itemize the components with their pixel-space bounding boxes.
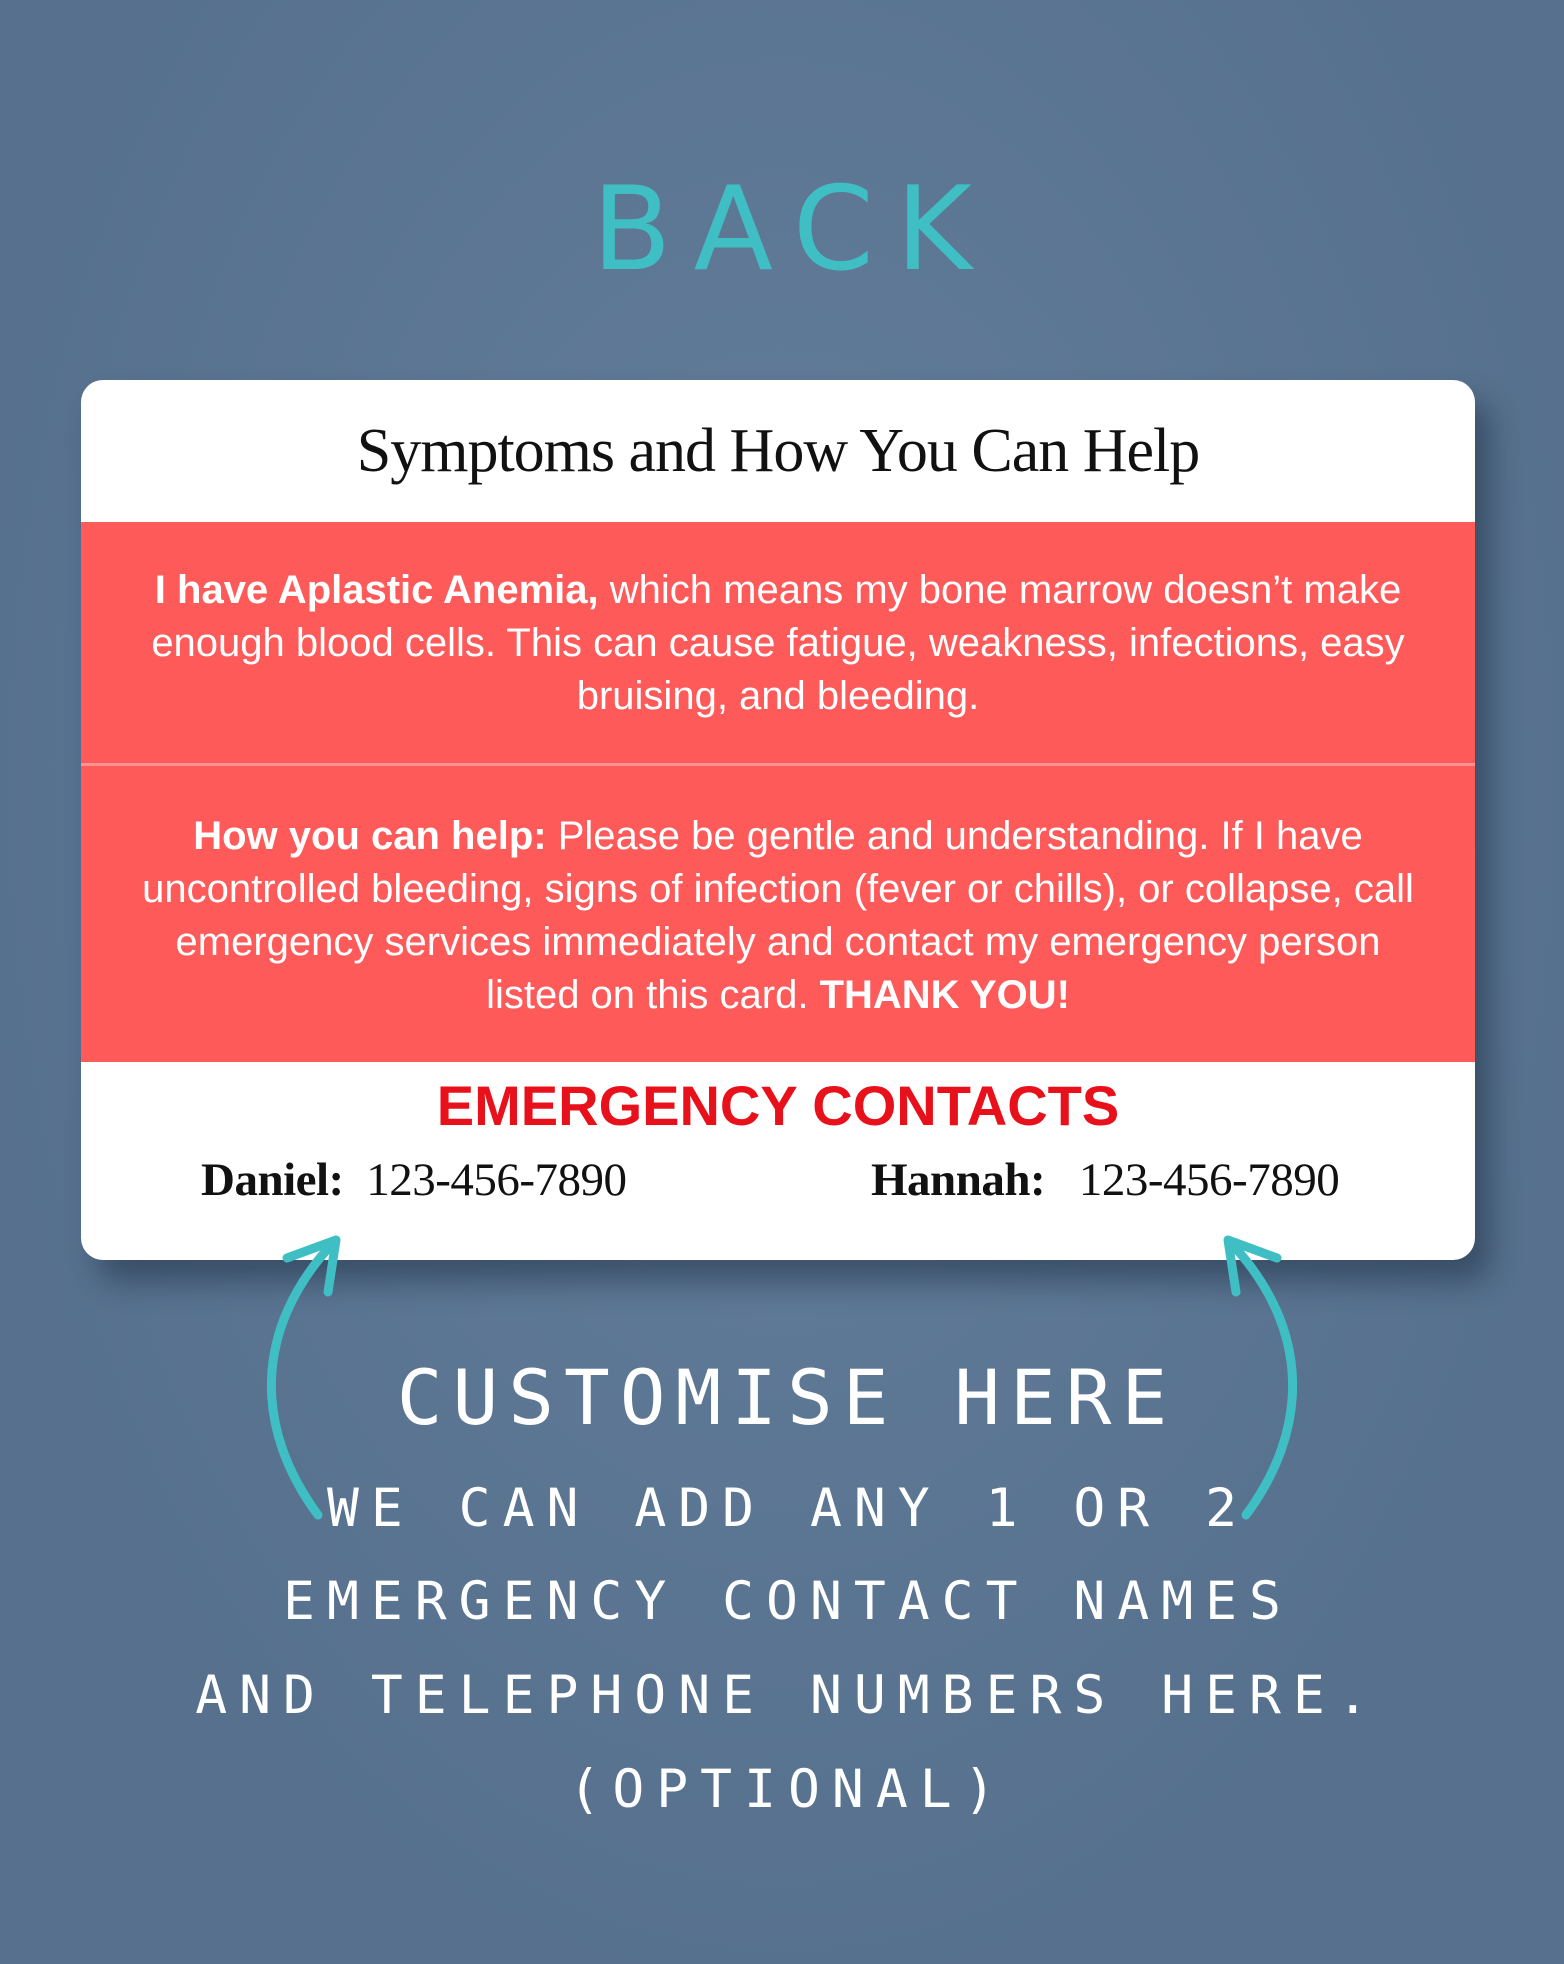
caption-line-2: EMERGENCY CONTACT NAMES — [283, 1571, 1293, 1632]
customise-title: CUSTOMISE HERE — [396, 1353, 1178, 1442]
caption-line-4: (OPTIONAL) — [568, 1759, 1008, 1820]
emergency-contact-1 — [201, 1150, 627, 1210]
card-title: Symptoms and How You Can Help — [356, 416, 1200, 485]
contact-phone: 123-456-7890 — [366, 1154, 627, 1206]
caption-line-3: AND TELEPHONE NUMBERS HERE. — [195, 1665, 1381, 1726]
condition-body: which means my bone marrow doesn’t make enough blood cells. This can cause fatigue, weakness, infections, easy bruising, and bleeding. — [151, 568, 1405, 718]
condition-text — [151, 564, 1405, 723]
back-heading: BACK — [592, 162, 994, 297]
emergency-contacts-title: EMERGENCY CONTACTS — [436, 1074, 1120, 1137]
help-lead: How you can help: — [193, 814, 547, 858]
contact-name: Daniel: — [201, 1154, 344, 1206]
contact-phone: 123-456-7890 — [1078, 1154, 1340, 1206]
condition-lead: I have Aplastic Anemia, — [154, 568, 599, 612]
medical-card-back — [81, 380, 1475, 1260]
info-band — [81, 522, 1475, 1062]
contact-name: Hannah: — [871, 1154, 1046, 1206]
thank-you-text: THANK YOU! — [819, 973, 1070, 1017]
band-divider — [81, 763, 1475, 766]
caption-line-1: WE CAN ADD ANY 1 OR 2 — [326, 1478, 1250, 1539]
help-text — [141, 810, 1415, 1022]
emergency-contact-2 — [871, 1150, 1339, 1210]
help-body: Please be gentle and understanding. If I have uncontrolled bleeding, signs of infection (fever or chills), or collapse, call emergency services immediately and contact my emergency person listed on this card. — [142, 814, 1414, 1017]
